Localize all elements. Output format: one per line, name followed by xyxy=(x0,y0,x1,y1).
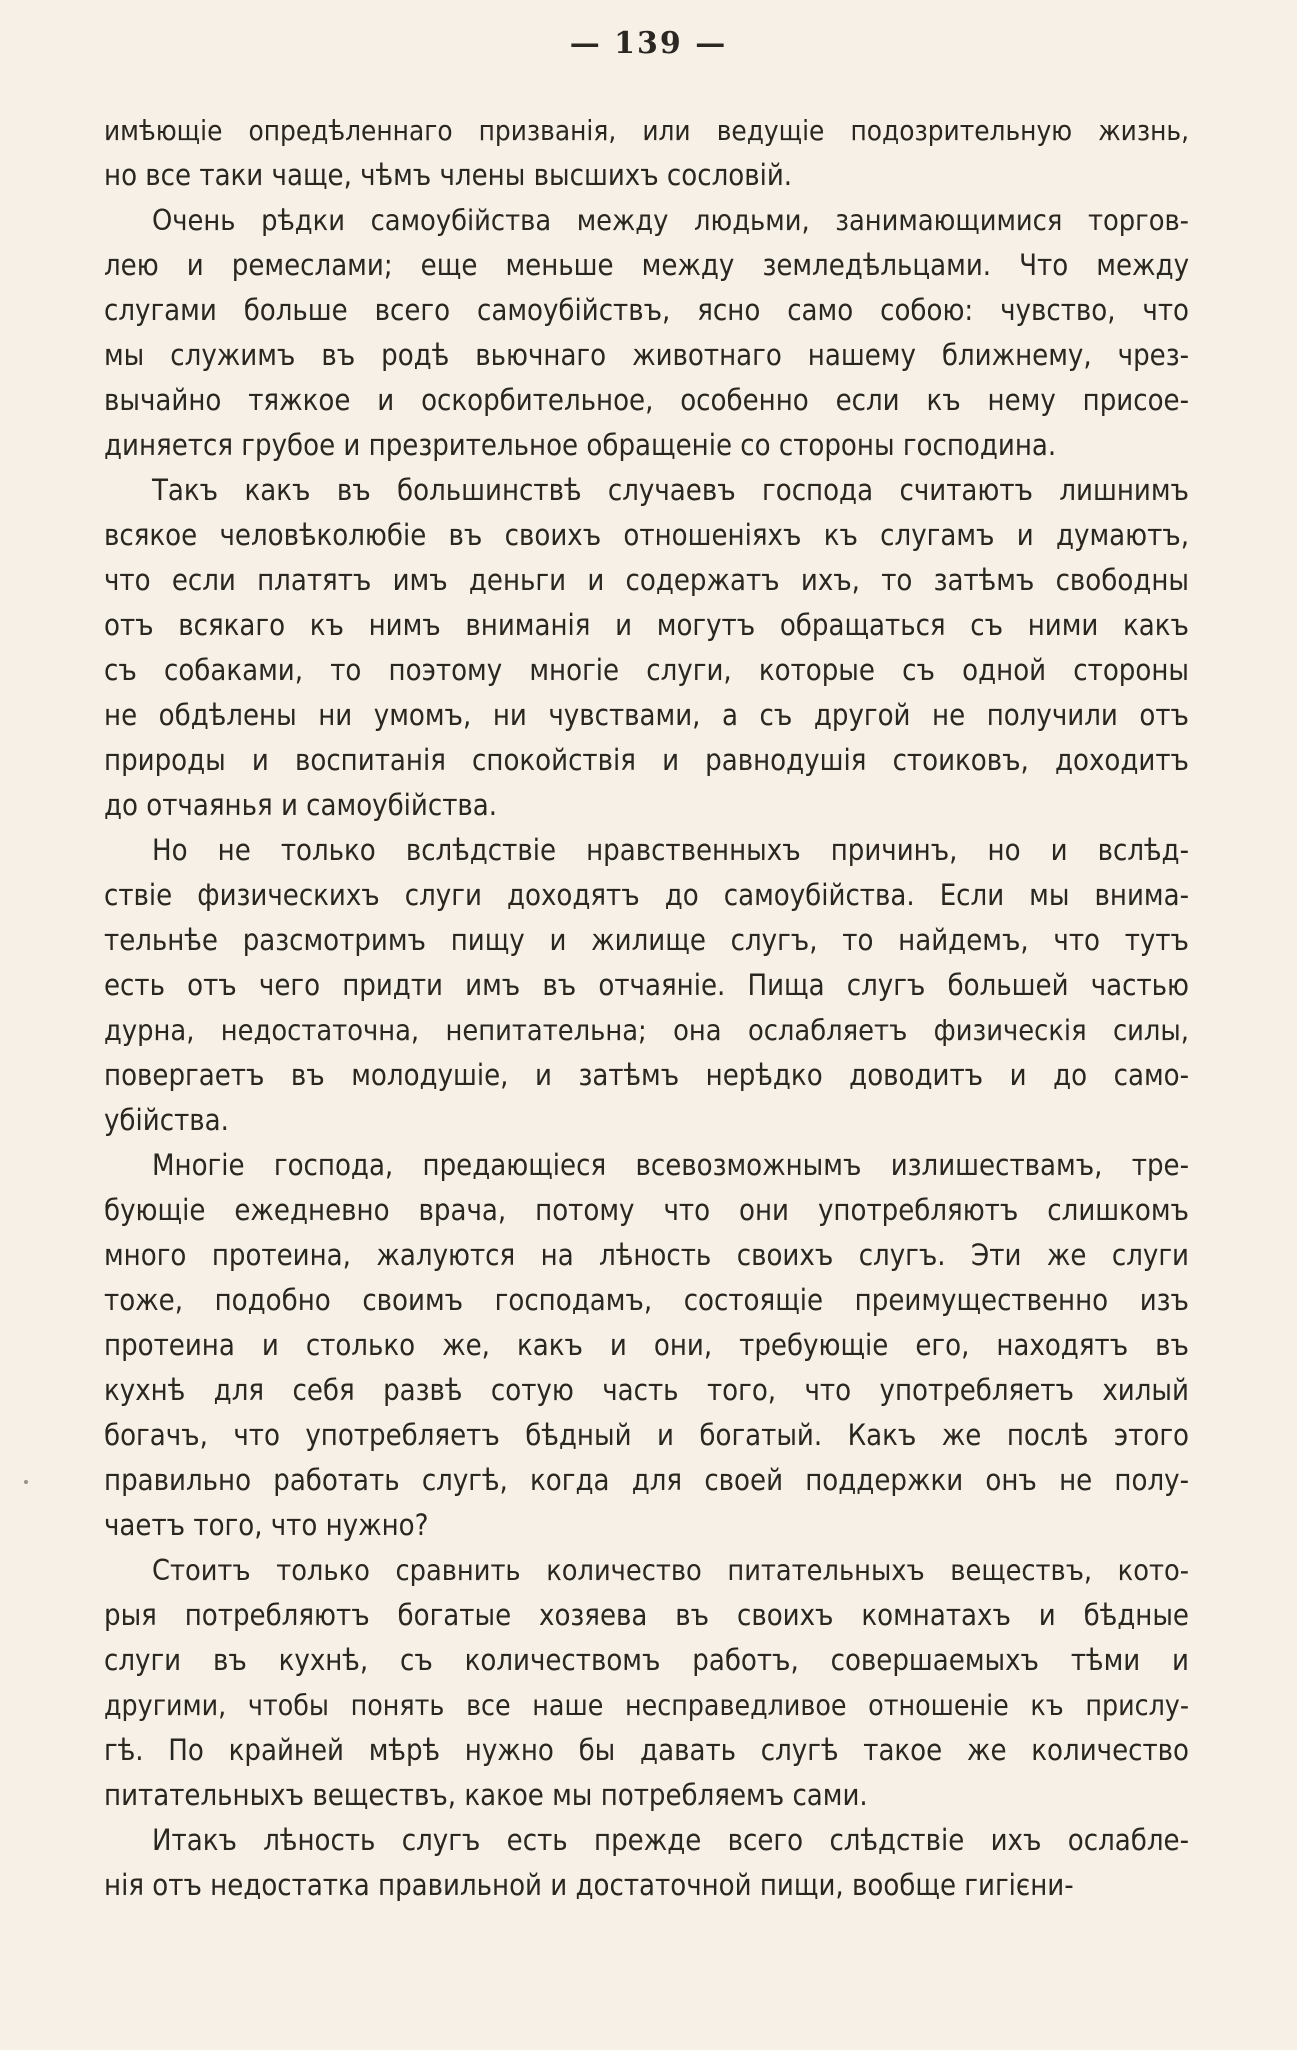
text-line: не обдѣлены ни умомъ, ни чувствами, а съ другой не получили отъ xyxy=(104,698,1189,732)
text-line: питательныхъ веществъ, какое мы потребляемъ сами. xyxy=(104,1778,868,1812)
text-line: нія отъ недостатка правильной и достаточной пищи, вообще гигієни- xyxy=(104,1868,1074,1902)
text-line: правильно работать слугѣ, когда для своей поддержки онъ не полу- xyxy=(104,1463,1189,1497)
text-line: тельнѣе разсмотримъ пищу и жилище слугъ, то найдемъ, что тутъ xyxy=(104,923,1189,957)
paragraph xyxy=(104,198,1189,468)
text-line: протеина и столько же, какъ и они, требующіе его, находятъ въ xyxy=(104,1328,1189,1362)
text-line: вычайно тяжкое и оскорбительное, особенно если къ нему присое- xyxy=(104,383,1189,417)
text-line: бующіе ежедневно врача, потому что они употребляютъ слишкомъ xyxy=(104,1193,1189,1227)
text-line: Но не только вслѣдствіе нравственныхъ причинъ, но и вслѣд- xyxy=(152,833,1189,867)
text-line: Итакъ лѣность слугъ есть прежде всего слѣдствіе ихъ ослабле- xyxy=(152,1823,1189,1857)
text-line: чаетъ того, что нужно? xyxy=(104,1508,429,1542)
text-line: Стоитъ только сравнить количество питательныхъ веществъ, кото- xyxy=(152,1553,1189,1587)
paragraph xyxy=(104,1818,1189,1908)
text-line: мы служимъ въ родѣ вьючнаго животнаго нашему ближнему, чрез- xyxy=(104,338,1189,372)
paragraph xyxy=(104,108,1189,198)
text-line: съ собаками, то поэтому многіе слуги, которые съ одной стороны xyxy=(104,653,1189,687)
page-number: — 139 — xyxy=(569,26,728,61)
text-line: тоже, подобно своимъ господамъ, состоящіе преимущественно изъ xyxy=(104,1283,1189,1317)
text-line: Такъ какъ въ большинствѣ случаевъ господа считаютъ лишнимъ xyxy=(152,473,1189,507)
paragraph xyxy=(104,1143,1189,1548)
text-line: повергаетъ въ молодушіе, и затѣмъ нерѣдко доводитъ и до само- xyxy=(104,1058,1189,1092)
text-line: что если платятъ имъ деньги и содержатъ ихъ, то затѣмъ свободны xyxy=(104,563,1189,597)
text-line: слугами больше всего самоубійствъ, ясно само собою: чувство, что xyxy=(104,293,1189,327)
text-line: ствіе физическихъ слуги доходятъ до самоубійства. Если мы внима- xyxy=(104,878,1189,912)
body-text xyxy=(104,108,1189,1908)
text-line: кухнѣ для себя развѣ сотую часть того, что употребляетъ хилый xyxy=(104,1373,1189,1407)
text-line: рыя потребляютъ богатые хозяева въ своихъ комнатахъ и бѣдные xyxy=(104,1598,1189,1632)
text-line: много протеина, жалуются на лѣность своихъ слугъ. Эти же слуги xyxy=(104,1238,1189,1272)
text-line: богачъ, что употребляетъ бѣдный и богатый. Какъ же послѣ этого xyxy=(104,1418,1189,1452)
text-line: убійства. xyxy=(104,1103,229,1137)
text-line: Очень рѣдки самоубійства между людьми, занимающимися торгов- xyxy=(152,203,1189,237)
text-line: имѣющіе опредѣленнаго призванія, или ведущіе подозрительную жизнь, xyxy=(104,114,1189,147)
text-line: гѣ. По крайней мѣрѣ нужно бы давать слугѣ такое же количество xyxy=(104,1733,1189,1767)
text-line: природы и воспитанія спокойствія и равнодушія стоиковъ, доходитъ xyxy=(104,743,1189,777)
text-line: слуги въ кухнѣ, съ количествомъ работъ, совершаемыхъ тѣми и xyxy=(104,1643,1189,1677)
paragraph xyxy=(104,1548,1189,1818)
text-line: дурна, недостаточна, непитательна; она ослабляетъ физическія силы, xyxy=(104,1013,1189,1047)
text-line: всякое человѣколюбіе въ своихъ отношеніяхъ къ слугамъ и думаютъ, xyxy=(104,518,1189,552)
text-line: есть отъ чего придти имъ въ отчаяніе. Пища слугъ большей частью xyxy=(104,968,1189,1002)
text-line: отъ всякаго къ нимъ вниманія и могутъ обращаться съ ними какъ xyxy=(104,608,1189,642)
text-line: диняется грубое и презрительное обращеніе со стороны господина. xyxy=(104,428,1057,462)
margin-mark xyxy=(24,1480,28,1484)
text-line: другими, чтобы понять все наше несправедливое отношеніе къ прислу- xyxy=(104,1689,1189,1722)
text-line: но все таки чаще, чѣмъ члены высшихъ сословій. xyxy=(104,158,793,192)
text-line: Многіе господа, предающіеся всевозможнымъ излишествамъ, тре- xyxy=(152,1148,1189,1182)
paragraph xyxy=(104,828,1189,1143)
text-line: до отчаянья и самоубійства. xyxy=(104,788,498,822)
text-line: лею и ремеслами; еще меньше между земледѣльцами. Что между xyxy=(104,248,1189,282)
paragraph xyxy=(104,468,1189,828)
